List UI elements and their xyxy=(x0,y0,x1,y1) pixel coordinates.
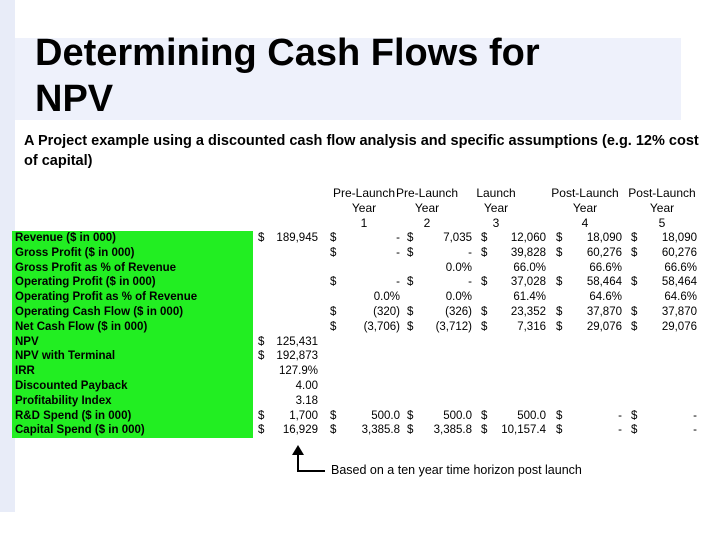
cell-value: 3,385.8 xyxy=(433,424,472,437)
cell-dollar-sign: $ xyxy=(556,306,563,318)
row-label: Net Cash Flow ($ in 000) xyxy=(15,320,148,333)
cell-value: 7,035 xyxy=(443,232,472,244)
cell-value: 18,090 xyxy=(586,232,622,244)
time-horizon-note: Based on a ten year time horizon post launch xyxy=(331,463,582,477)
cell-dollar-sign: $ xyxy=(556,424,563,437)
row-label: Capital Spend ($ in 000) xyxy=(15,424,145,437)
cell-dollar-sign: $ xyxy=(407,232,414,244)
total-value: 125,431 xyxy=(276,335,318,348)
cell-value: 58,464 xyxy=(586,276,622,289)
cell-value: 29,076 xyxy=(586,320,622,333)
cell-value: - xyxy=(618,409,622,422)
cell-value: 7,316 xyxy=(517,320,546,333)
cell-value: 39,828 xyxy=(510,246,546,259)
cell-dollar-sign: $ xyxy=(330,424,337,437)
cell-value: - xyxy=(693,424,697,437)
total-value: 3.18 xyxy=(295,394,318,407)
column-header-3-line3: 3 xyxy=(492,216,500,230)
column-header-4-line2: Year xyxy=(572,201,598,215)
cell-value: 64.6% xyxy=(664,291,697,304)
column-header-5-line2: Year xyxy=(649,201,675,215)
total-dollar-sign: $ xyxy=(258,424,265,437)
total-value: 189,945 xyxy=(276,232,318,244)
title-line-1: Determining Cash Flows for xyxy=(35,32,540,74)
cell-value: 66.6% xyxy=(664,261,697,274)
cell-dollar-sign: $ xyxy=(631,424,638,437)
cell-value: 29,076 xyxy=(661,320,697,333)
column-header-1-line3: 1 xyxy=(360,216,368,230)
cell-value: (3,712) xyxy=(435,320,472,333)
cell-dollar-sign: $ xyxy=(407,276,414,289)
row-label: Gross Profit ($ in 000) xyxy=(15,246,135,259)
column-header-5-line3: 5 xyxy=(658,216,666,230)
cell-value: 10,157.4 xyxy=(501,424,546,437)
title-line-2: NPV xyxy=(35,78,114,120)
cell-dollar-sign: $ xyxy=(481,232,488,244)
cell-value: 37,870 xyxy=(661,306,697,318)
total-value: 4.00 xyxy=(295,380,318,392)
cell-dollar-sign: $ xyxy=(556,232,563,244)
cell-dollar-sign: $ xyxy=(407,246,414,259)
column-header-1-line1: Pre-Launch xyxy=(332,186,396,200)
cell-value: - xyxy=(468,246,472,259)
cell-value: 61.4% xyxy=(513,291,546,304)
cell-value: - xyxy=(396,276,400,289)
row-label: Operating Cash Flow ($ in 000) xyxy=(15,306,184,318)
cell-value: 66.0% xyxy=(513,261,546,274)
cell-dollar-sign: $ xyxy=(330,320,337,333)
cell-dollar-sign: $ xyxy=(481,409,488,422)
row-label: NPV xyxy=(15,335,39,348)
cell-value: - xyxy=(618,424,622,437)
cell-value: 12,060 xyxy=(510,232,546,244)
row-label: IRR xyxy=(15,365,35,378)
row-label: Discounted Payback xyxy=(15,380,128,392)
arrow-connector xyxy=(297,470,325,472)
column-header-1-line2: Year xyxy=(351,201,377,215)
cell-dollar-sign: $ xyxy=(330,246,337,259)
cell-dollar-sign: $ xyxy=(481,246,488,259)
cell-dollar-sign: $ xyxy=(330,276,337,289)
cell-value: (320) xyxy=(373,306,400,318)
cell-dollar-sign: $ xyxy=(556,320,563,333)
column-header-3-line2: Year xyxy=(483,201,509,215)
cell-dollar-sign: $ xyxy=(481,424,488,437)
cell-dollar-sign: $ xyxy=(330,306,337,318)
cell-dollar-sign: $ xyxy=(631,246,638,259)
cell-dollar-sign: $ xyxy=(481,276,488,289)
cell-value: 37,028 xyxy=(510,276,546,289)
cell-value: (326) xyxy=(445,306,472,318)
total-dollar-sign: $ xyxy=(258,350,265,363)
cell-dollar-sign: $ xyxy=(556,409,563,422)
cell-value: 18,090 xyxy=(661,232,697,244)
cell-value: 23,352 xyxy=(510,306,546,318)
total-value: 192,873 xyxy=(276,350,318,363)
column-header-3-line1: Launch xyxy=(476,186,516,200)
column-header-5-line1: Post-Launch xyxy=(628,186,696,200)
total-value: 16,929 xyxy=(282,424,318,437)
total-value: 127.9% xyxy=(278,365,318,378)
cell-dollar-sign: $ xyxy=(631,409,638,422)
slide-title xyxy=(35,30,540,122)
cell-value: 0.0% xyxy=(445,291,472,304)
cell-dollar-sign: $ xyxy=(407,424,414,437)
total-value: 1,700 xyxy=(289,409,318,422)
cell-value: 64.6% xyxy=(589,291,622,304)
cell-value: - xyxy=(396,232,400,244)
cell-value: 60,276 xyxy=(661,246,697,259)
row-label: Profitability Index xyxy=(15,394,112,407)
cell-dollar-sign: $ xyxy=(407,409,414,422)
row-label: NPV with Terminal xyxy=(15,350,116,363)
cell-value: 58,464 xyxy=(661,276,697,289)
column-header-2-line1: Pre-Launch xyxy=(395,186,459,200)
total-dollar-sign: $ xyxy=(258,232,265,244)
row-label: Operating Profit as % of Revenue xyxy=(15,291,198,304)
slide-subtitle: A Project example using a discounted cash flow analysis and specific assumptions (e.g. 12% cost of capital) xyxy=(24,133,699,169)
row-label: Revenue ($ in 000) xyxy=(15,232,116,244)
arrow-shaft xyxy=(297,455,299,471)
row-label: R&D Spend ($ in 000) xyxy=(15,409,132,422)
cell-dollar-sign: $ xyxy=(407,306,414,318)
cell-value: 500.0 xyxy=(517,409,546,422)
column-header-2-line3: 2 xyxy=(423,216,431,230)
cell-dollar-sign: $ xyxy=(407,320,414,333)
row-label: Gross Profit as % of Revenue xyxy=(15,261,177,274)
cell-dollar-sign: $ xyxy=(556,276,563,289)
cell-dollar-sign: $ xyxy=(631,276,638,289)
cell-value: 3,385.8 xyxy=(361,424,400,437)
cell-value: (3,706) xyxy=(363,320,400,333)
cell-value: 60,276 xyxy=(586,246,622,259)
cell-dollar-sign: $ xyxy=(481,320,488,333)
cell-dollar-sign: $ xyxy=(330,232,337,244)
cell-dollar-sign: $ xyxy=(556,246,563,259)
row-label: Operating Profit ($ in 000) xyxy=(15,276,156,289)
column-header-4-line3: 4 xyxy=(581,216,589,230)
cell-value: - xyxy=(693,409,697,422)
arrow-up-icon xyxy=(292,445,304,455)
cell-dollar-sign: $ xyxy=(631,320,638,333)
column-header-2-line2: Year xyxy=(414,201,440,215)
cell-dollar-sign: $ xyxy=(330,409,337,422)
cell-value: 500.0 xyxy=(443,409,472,422)
total-dollar-sign: $ xyxy=(258,335,265,348)
cell-value: 66.6% xyxy=(589,261,622,274)
cell-value: 0.0% xyxy=(373,291,400,304)
cell-value: 37,870 xyxy=(586,306,622,318)
cell-dollar-sign: $ xyxy=(481,306,488,318)
total-dollar-sign: $ xyxy=(258,409,265,422)
cell-value: - xyxy=(396,246,400,259)
cell-dollar-sign: $ xyxy=(631,306,638,318)
cell-value: - xyxy=(468,276,472,289)
cell-value: 500.0 xyxy=(371,409,400,422)
cell-dollar-sign: $ xyxy=(631,232,638,244)
column-header-4-line1: Post-Launch xyxy=(551,186,619,200)
cell-value: 0.0% xyxy=(445,261,472,274)
